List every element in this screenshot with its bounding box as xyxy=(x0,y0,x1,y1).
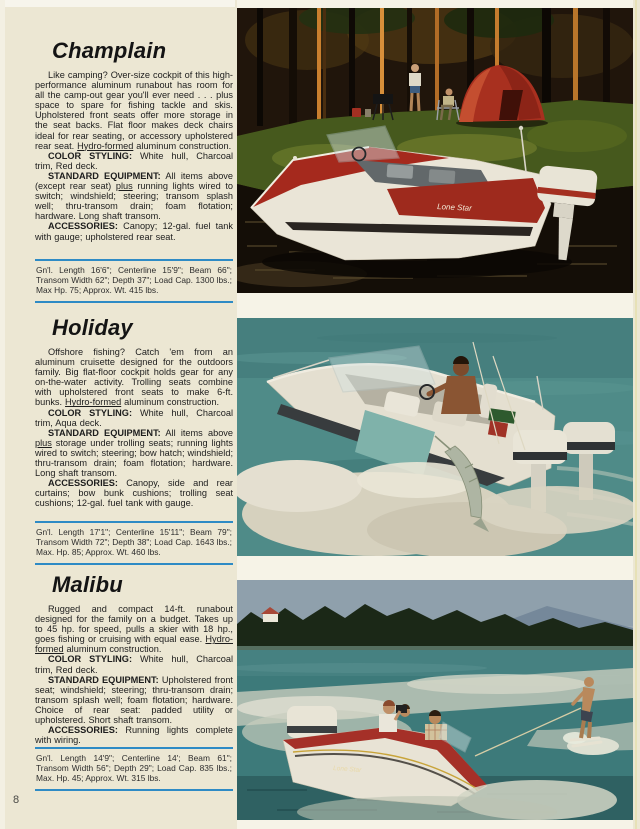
paragraph-accessories: ACCESSORIES: Canopy; 12-gal. fuel tank with gauge; upholstered rear seat. xyxy=(35,221,233,242)
photo-gap-band xyxy=(237,556,633,580)
scan-artifact-line xyxy=(635,0,637,829)
champlain-photo xyxy=(237,8,633,293)
paragraph-intro: Offshore fishing? Catch 'em from an aluminum cruisette designed for the outdoors family. Big flat-floor cockpit holds gear for any on-the-water activity. Trolling seats combine with upholstered front seats to make 6-ft. bunks. Hydro-formed aluminum construction. xyxy=(35,347,233,408)
section-champlain xyxy=(35,40,233,302)
boat-name-script: Lone Star xyxy=(436,202,473,213)
scan-edge-top xyxy=(0,0,235,7)
specs-box-malibu: Gn'l. Length 14'9"; Centerline 14'; Beam 61"; Transom Width 56"; Depth 29"; Load Cap. 835 lbs.; Max. Hp. 45; Approx. Wt. 315 lbs. xyxy=(35,747,233,791)
lantern xyxy=(365,109,371,117)
paragraph-accessories: ACCESSORIES: Running lights complete with wiring. xyxy=(35,725,233,746)
specs-box-champlain: Gn'l. Length 16'6"; Centerline 15'9"; Beam 66"; Transom Width 62"; Depth 37"; Load Cap. 1300 lbs.; Max Hp. 75; Approx. Wt. 415 lbs. xyxy=(35,259,233,303)
specs-box-holiday: Gn'l. Length 17'1"; Centerline 15'11"; Beam 79"; Transom Width 72"; Depth 38"; Load Cap. 1643 lbs.; Max. Hp. 85; Approx. Wt. 460 lbs. xyxy=(35,521,233,565)
paragraph-accessories: ACCESSORIES: Canopy, side and rear curtains; bow bunk cushions; trolling seat cushions; 12-gal. fuel tank with gauge. xyxy=(35,478,233,509)
paragraph-color-styling: COLOR STYLING: White hull, Charcoal trim, Aqua deck. xyxy=(35,407,233,428)
scan-edge-left xyxy=(0,0,5,829)
paragraph-standard-equipment: STANDARD EQUIPMENT: Upholstered front seat; windshield; steering; thru-transom drain; transom splash well; foam flotation; hardware. Choice of rear seat: padded utility or upholstered. Short shaft transom. xyxy=(35,674,233,726)
holiday-photo xyxy=(237,318,633,556)
section-holiday xyxy=(35,317,233,559)
section-title-malibu: Malibu xyxy=(52,572,123,597)
photo-gap-band xyxy=(237,0,633,8)
page-number: 8 xyxy=(13,794,20,806)
paragraph-standard-equipment: STANDARD EQUIPMENT: All items above plus storage under trolling seats; running lights wired to switch; steering; bow hatch; windshield; thru-transom drain; foam flotation; hardware. Long shaft transom. xyxy=(35,427,234,479)
section-title-champlain: Champlain xyxy=(52,38,167,63)
photo-gap-band xyxy=(237,820,633,829)
paragraph-intro: Like camping? Over-size cockpit of this high-performance aluminum runabout has room for all the camp-out gear you'll ever need . . . plus space to spare for fishing tackle and skis. Upholstered front seats offer more storage in the seat backs. Flat floor makes deck chairs ideal for rear seating, or accessory upholstered rear seat. Hydro-formed aluminum construction. xyxy=(35,70,233,151)
cooler xyxy=(352,108,361,117)
paragraph-color-styling: COLOR STYLING: White hull, Charcoal trim, Red deck. xyxy=(35,150,233,171)
photo-gap-band xyxy=(237,293,633,318)
paragraph-standard-equipment: STANDARD EQUIPMENT: All items above (except rear seat) plus running lights wired to switch; windshield; steering; transom splash well; thru-transom drain; foam flotation; hardware. Long shaft transom. xyxy=(35,170,234,222)
section-title-holiday: Holiday xyxy=(52,315,133,340)
malibu-photo xyxy=(237,580,633,820)
boat-name-script: Lone Star xyxy=(332,765,362,774)
section-malibu xyxy=(35,574,233,790)
paragraph-color-styling: COLOR STYLING: White hull, Charcoal trim, Red deck. xyxy=(35,654,233,675)
paragraph-intro: Rugged and compact 14-ft. runabout designed for the family on a budget. Takes up to 45 hp. for speed, pulls a skier with 18 hp., goes fishing or cruising with equal ease. Hydro-formed aluminum construction. xyxy=(35,604,233,655)
